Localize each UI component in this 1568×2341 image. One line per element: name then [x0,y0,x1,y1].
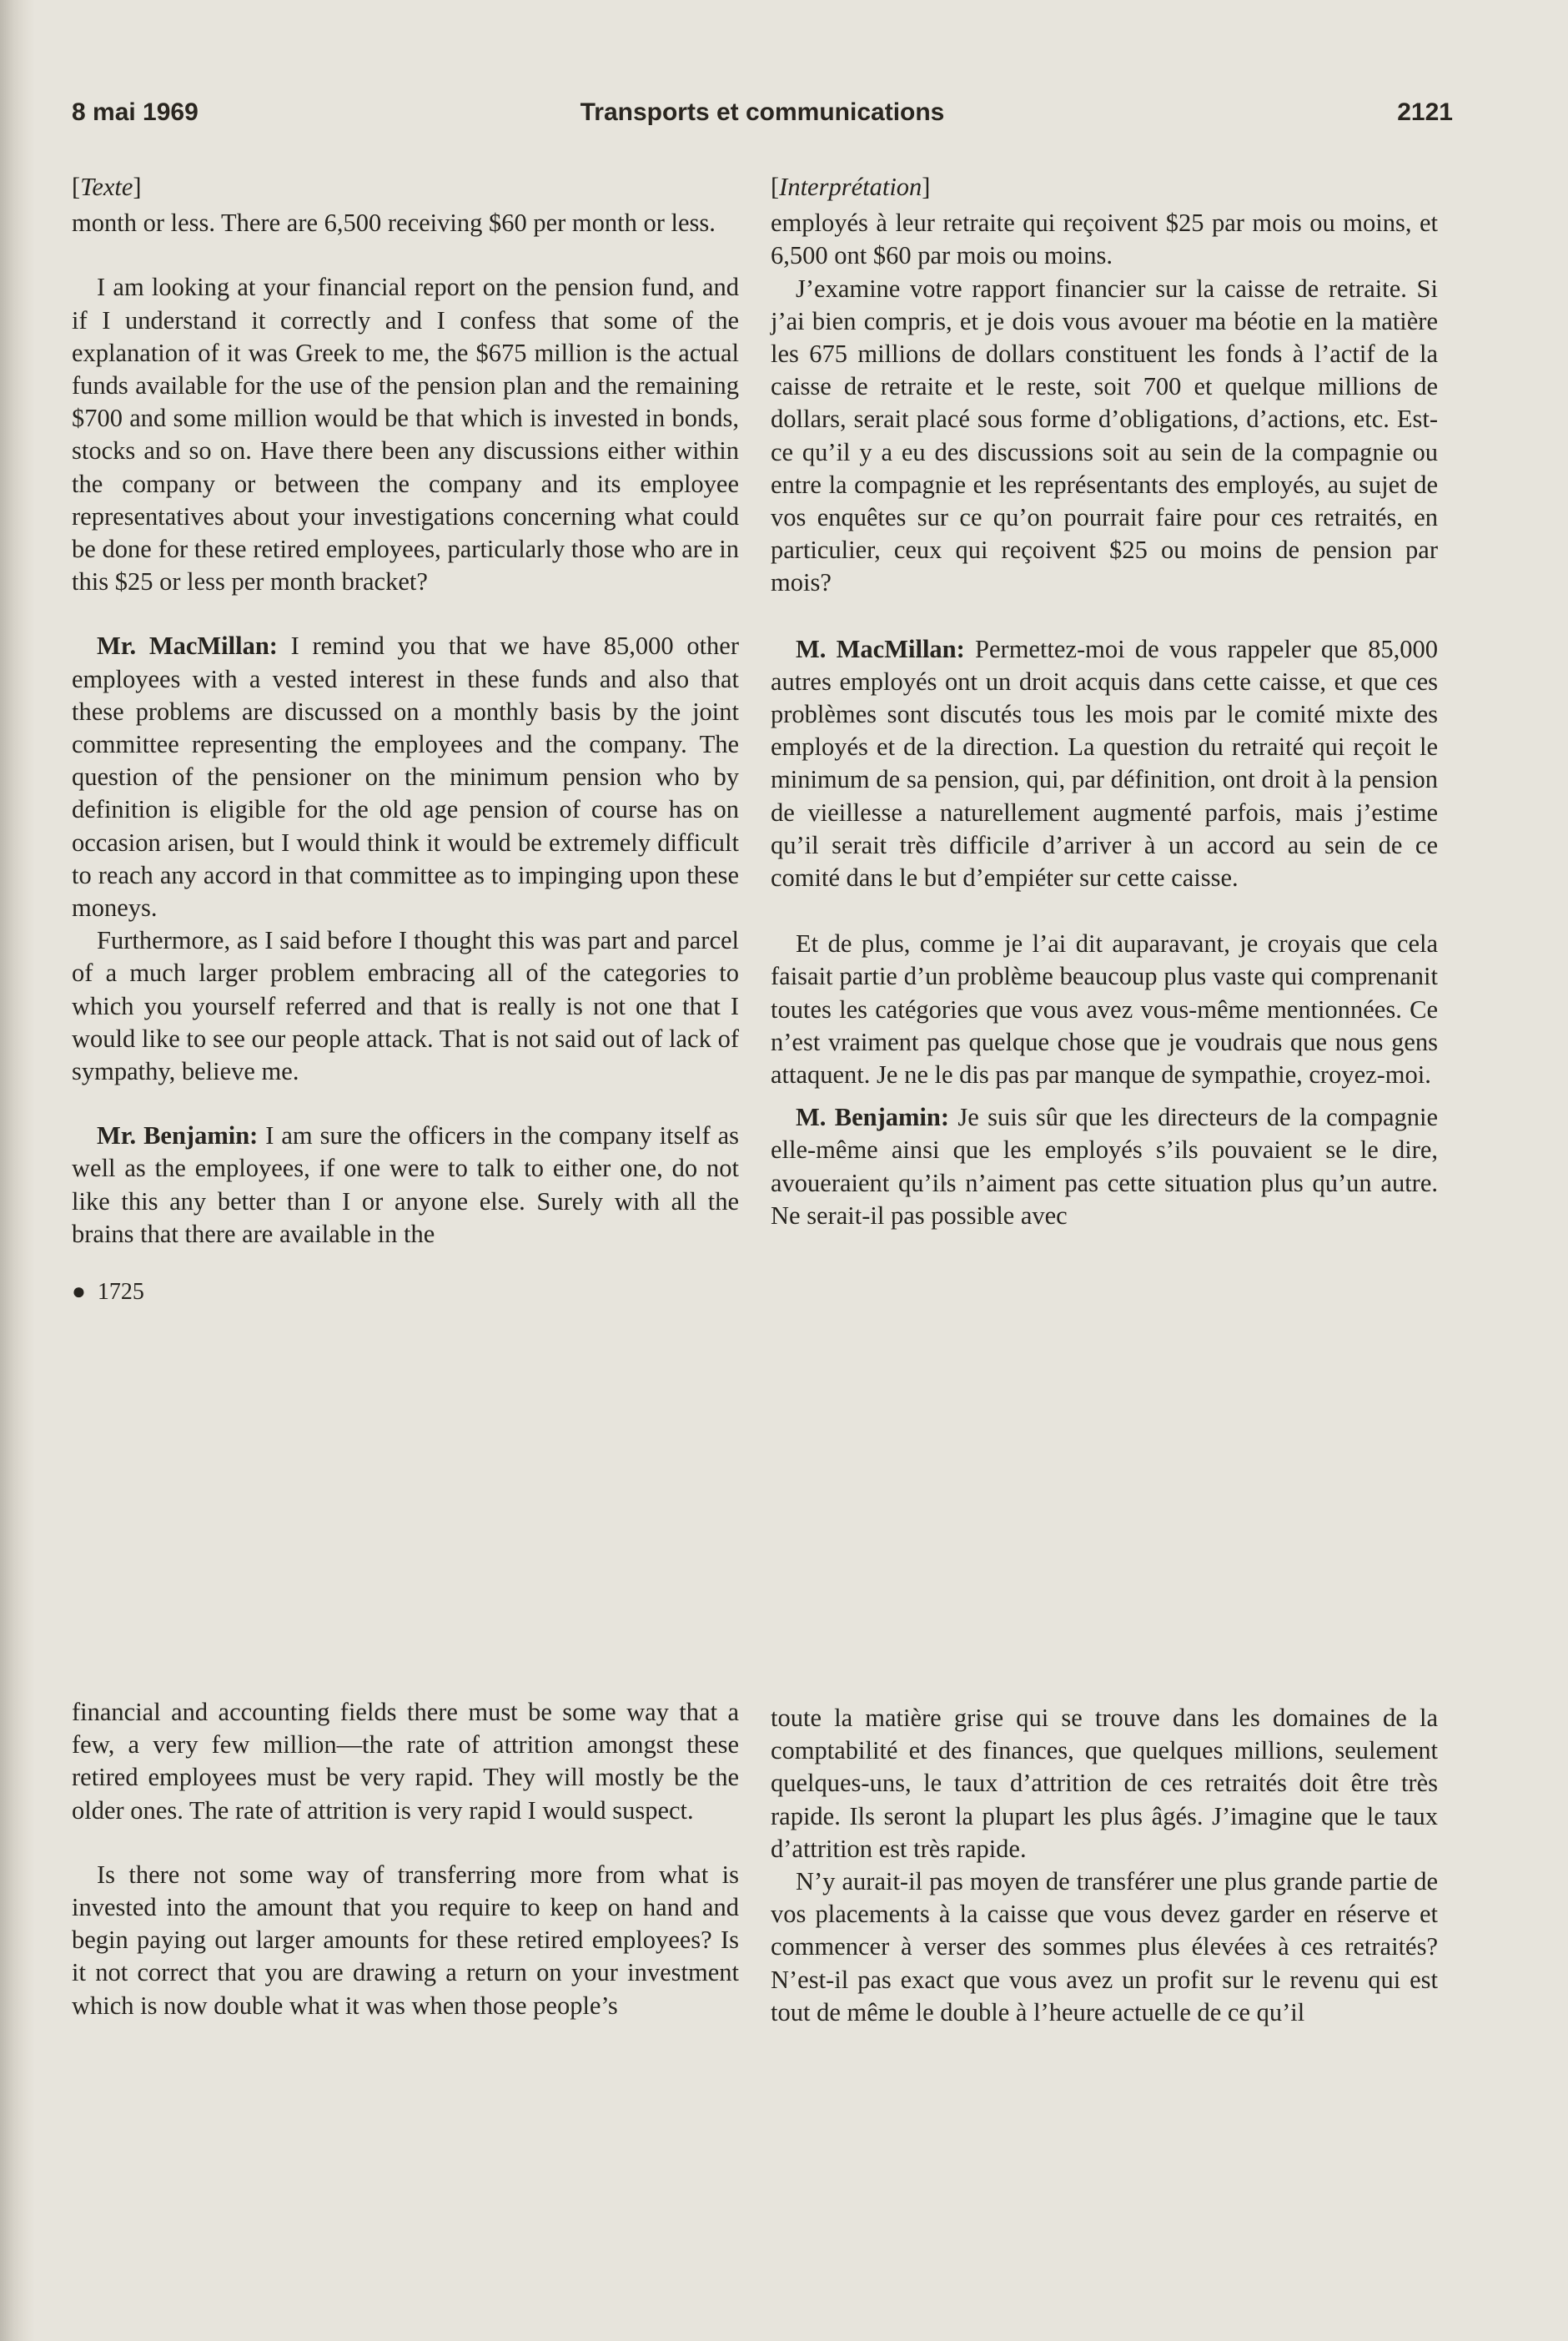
right-paragraph-7: N’y aurait-il pas moyen de transférer une plus grande partie de vos placements à la caisse que vous devez garder en réserve et commencer à verser des sommes plus élevées à ces retraités? N’est-il pas exact que vous avez un profit sur le revenu qui est tout de même le double à l’heure actuelle de ce qu’il [771,1867,1438,2026]
left-paragraph-3: Mr. MacMillan: I remind you that we have 85,000 other employees with a vested interest in these funds and also that these problems are discussed on a monthly basis by the joint committee representing the employees and the company. The question of the pensioner on the minimum pension who by definition is eligible for the old age pension of course has on occasion arisen, but I would think it would be extremely difficult to reach any accord in that committee as to impinging upon these moneys. [72,632,739,923]
left-paragraph-5: Mr. Benjamin: I am sure the officers in the company itself as well as the employees, if one were to talk to either one, do not like this any better than I or anyone else. Surely with all the brains that there are available in the [72,1121,739,1248]
right-paragraph-1: employés à leur retraite qui reçoivent $25 par mois ou moins, et 6,500 ont $60 par mois ou moins. [771,209,1438,270]
right-paragraph-5: M. Benjamin: Je suis sûr que les directeurs de la compagnie elle-même ainsi que les employés s’ils pouvaient se le dire, avoueraient qu’ils n’aiment pas cette situation plus qu’un autre. Ne serait-il pas possible avec [771,1103,1438,1230]
header-title: Transports et communications [580,98,945,126]
left-column-upper [72,171,739,1342]
time-marker: ● 1725 [72,1279,144,1306]
right-section-label: [Interprétation] [771,173,931,201]
left-section-label: [Texte] [72,173,142,201]
left-paragraph-1: month or less. There are 6,500 receiving $60 per month or less. [72,209,716,238]
page-spine-shadow [0,0,35,2341]
right-speaker-benjamin: M. Benjamin: [796,1103,950,1132]
left-paragraph-6: financial and accounting fields there must be some way that a few, a very few million—the rate of attrition amongst these retired employees must be very rapid. They will mostly be the older ones. The rate of attrition is very rapid I would suspect. [72,1698,739,1825]
left-speaker-macmillan: Mr. MacMillan: [97,632,278,661]
right-column-upper [771,171,1438,1232]
right-column-lower [771,1702,1438,2029]
left-column-lower [72,1696,739,2022]
left-speaker-benjamin: Mr. Benjamin: [97,1121,259,1150]
left-paragraph-4: Furthermore, as I said before I thought this was part and parcel of a much larger problem embracing all of the categories to which you yourself referred and that is really is not one that I would like to see our people attack. That is not said out of lack of sympathy, believe me. [72,926,739,1086]
right-paragraph-4: Et de plus, comme je l’ai dit auparavant, je croyais que cela faisait partie d’un problème beaucoup plus vaste qui comprenanit toutes les catégories que vous avez vous-même mentionnées. Ce n’est vraiment pas quelque chose que je voudrais que nous gens attaquent. Je ne le dis pas par manque de sympathie, croyez-moi. [771,929,1438,1090]
header-page-number: 2121 [1397,98,1453,126]
right-speaker-macmillan: M. MacMillan: [796,634,965,663]
header-date: 8 mai 1969 [72,98,199,126]
right-paragraph-3: M. MacMillan: Permettez-moi de vous rappeler que 85,000 autres employés ont un droit acquis dans cette caisse, et que ces problèmes sont discutés tous les mois par le comité mixte des employés et de la direction. La question du retraité qui reçoit le minimum de sa pension, qui, par définition, ont droit à la pension de vieillesse a naturellement augmenté parfois, mais j’estime qu’il serait très difficile d’arriver à un accord au sein de ce comité dans le but d’empiéter sur cette caisse. [771,634,1438,893]
page-header [72,98,1453,135]
left-paragraph-2: I am looking at your financial report on the pension fund, and if I understand it correctly and I confess that some of the explanation of it was Greek to me, the $675 million is the actual funds available for the use of the pension plan and the remaining $700 and some million would be that which is invested in bonds, stocks and so on. Have there been any discussions either within the company or between the company and its employee representatives about your investigations concerning what could be done for these retired employees, particularly those who are in this $25 or less per month bracket? [72,273,739,597]
left-paragraph-7: Is there not some way of transferring more from what is invested into the amount that you require to keep on hand and begin paying out larger amounts for these retired employees? Is it not correct that you are drawing a return on your investment which is now double what it was when those people’s [72,1860,739,2020]
right-paragraph-2: J’examine votre rapport financier sur la caisse de retraite. Si j’ai bien compris, et je dois vous avouer ma béotie en la matière les 675 millions de dollars constituent les fonds à l’actif de la caisse de retraite et le reste, soit 700 et quelque millions de dollars, serait placé sous forme d’obligations, d’actions, etc. Est-ce qu’il y a eu des discussions soit au sein de la compagnie ou entre la compagnie et les représentants des employés, au sujet de vos enquêtes sur ce qu’on pourrait faire pour ces retraités, en particulier, ceux qui reçoivent $25 ou moins de pension par mois? [771,274,1438,597]
right-paragraph-6: toute la matière grise qui se trouve dans les domaines de la comptabilité et des finances, que quelques millions, seulement quelques-uns, le taux d’attrition de ces retraités doit être très rapide. Ils seront la plupart les plus âgés. J’imagine que le taux d’attrition est très rapide. [771,1704,1438,1863]
